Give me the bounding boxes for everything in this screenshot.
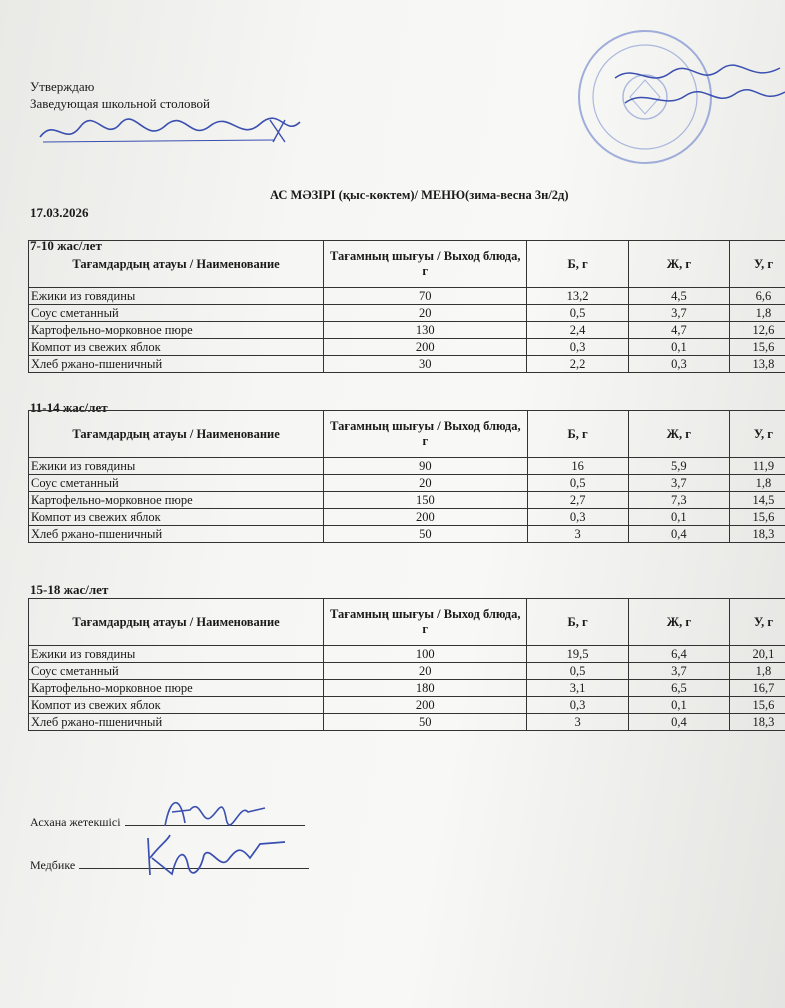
col-header-fat: Ж, г bbox=[628, 241, 729, 288]
dish-output: 20 bbox=[324, 475, 527, 492]
col-header-name: Тағамдардың атауы / Наименование bbox=[29, 411, 324, 458]
dish-protein: 13,2 bbox=[527, 288, 628, 305]
dish-output: 50 bbox=[324, 526, 527, 543]
table-row bbox=[29, 322, 785, 339]
dish-protein: 19,5 bbox=[527, 646, 628, 663]
dish-name: Хлеб ржано-пшеничный bbox=[29, 714, 324, 731]
table-row bbox=[29, 458, 785, 475]
dish-name: Ежики из говядины bbox=[29, 646, 324, 663]
dish-fat: 7,3 bbox=[628, 492, 729, 509]
col-header-output: Тағамның шығуы / Выход блюда, г bbox=[324, 241, 527, 288]
dish-carbs: 1,8 bbox=[729, 305, 785, 322]
kitchen-head-label: Асхана жетекшісі bbox=[30, 815, 121, 829]
dish-protein: 0,5 bbox=[527, 305, 628, 322]
table-header-row bbox=[29, 411, 785, 458]
dish-carbs: 15,6 bbox=[729, 339, 785, 356]
dish-name: Ежики из говядины bbox=[29, 458, 324, 475]
approver-role: Заведующая школьной столовой bbox=[30, 96, 210, 111]
dish-name: Картофельно-морковное пюре bbox=[29, 680, 324, 697]
dish-fat: 0,1 bbox=[628, 339, 729, 356]
dish-output: 130 bbox=[324, 322, 527, 339]
col-header-carbs: У, г bbox=[729, 411, 785, 458]
dish-name: Соус сметанный bbox=[29, 475, 324, 492]
dish-carbs: 18,3 bbox=[729, 714, 785, 731]
dish-output: 100 bbox=[324, 646, 527, 663]
dish-output: 200 bbox=[324, 697, 527, 714]
dish-output: 30 bbox=[324, 356, 527, 373]
dish-name: Хлеб ржано-пшеничный bbox=[29, 526, 324, 543]
dish-name: Хлеб ржано-пшеничный bbox=[29, 356, 324, 373]
dish-carbs: 1,8 bbox=[729, 663, 785, 680]
col-header-name: Тағамдардың атауы / Наименование bbox=[29, 241, 324, 288]
table-row bbox=[29, 492, 785, 509]
dish-output: 200 bbox=[324, 339, 527, 356]
dish-name: Компот из свежих яблок bbox=[29, 339, 324, 356]
dish-protein: 2,7 bbox=[527, 492, 628, 509]
cook-handwritten-signature bbox=[35, 112, 305, 152]
dish-name: Компот из свежих яблок bbox=[29, 509, 324, 526]
dish-protein: 3 bbox=[527, 526, 628, 543]
menu-date: 17.03.2026 bbox=[30, 205, 89, 220]
dish-carbs: 6,6 bbox=[729, 288, 785, 305]
dish-carbs: 16,7 bbox=[729, 680, 785, 697]
director-handwritten-signature bbox=[610, 58, 785, 118]
dish-protein: 3 bbox=[527, 714, 628, 731]
menu-table-7-10 bbox=[28, 240, 785, 373]
dish-protein: 2,2 bbox=[527, 356, 628, 373]
dish-carbs: 13,8 bbox=[729, 356, 785, 373]
dish-protein: 3,1 bbox=[527, 680, 628, 697]
table-row bbox=[29, 356, 785, 373]
nurse-handwritten-signature bbox=[140, 830, 290, 880]
table-row bbox=[29, 526, 785, 543]
table-row bbox=[29, 680, 785, 697]
col-header-protein: Б, г bbox=[527, 241, 628, 288]
table-row bbox=[29, 475, 785, 492]
table-row bbox=[29, 509, 785, 526]
dish-name: Картофельно-морковное пюре bbox=[29, 322, 324, 339]
dish-output: 90 bbox=[324, 458, 527, 475]
dish-output: 20 bbox=[324, 305, 527, 322]
dish-fat: 0,4 bbox=[628, 526, 729, 543]
table-row bbox=[29, 714, 785, 731]
age-group-label: 7-10 жас/лет bbox=[30, 238, 102, 253]
table-row bbox=[29, 663, 785, 680]
dish-protein: 16 bbox=[527, 458, 628, 475]
approval-block bbox=[30, 78, 210, 112]
dish-fat: 6,4 bbox=[628, 646, 729, 663]
dish-carbs: 12,6 bbox=[729, 322, 785, 339]
dish-fat: 0,3 bbox=[628, 356, 729, 373]
dish-name: Соус сметанный bbox=[29, 305, 324, 322]
dish-fat: 0,4 bbox=[628, 714, 729, 731]
dish-name: Картофельно-морковное пюре bbox=[29, 492, 324, 509]
dish-output: 50 bbox=[324, 714, 527, 731]
dish-carbs: 15,6 bbox=[729, 697, 785, 714]
col-header-output: Тағамның шығуы / Выход блюда, г bbox=[324, 411, 527, 458]
dish-fat: 3,7 bbox=[628, 663, 729, 680]
dish-fat: 3,7 bbox=[628, 475, 729, 492]
table-row bbox=[29, 646, 785, 663]
dish-output: 20 bbox=[324, 663, 527, 680]
table-row bbox=[29, 339, 785, 356]
col-header-carbs: У, г bbox=[729, 599, 785, 646]
kitchen-head-handwritten-signature bbox=[160, 788, 270, 833]
dish-fat: 4,7 bbox=[628, 322, 729, 339]
table-row bbox=[29, 697, 785, 714]
dish-protein: 0,3 bbox=[527, 509, 628, 526]
table-row bbox=[29, 305, 785, 322]
dish-carbs: 1,8 bbox=[729, 475, 785, 492]
dish-protein: 0,5 bbox=[527, 475, 628, 492]
age-group-label: 15-18 жас/лет bbox=[30, 582, 109, 597]
dish-protein: 0,3 bbox=[527, 339, 628, 356]
dish-output: 200 bbox=[324, 509, 527, 526]
dish-carbs: 15,6 bbox=[729, 509, 785, 526]
table-header-row bbox=[29, 599, 785, 646]
col-header-protein: Б, г bbox=[527, 411, 628, 458]
age-group-label: 11-14 жас/лет bbox=[30, 400, 108, 415]
col-header-protein: Б, г bbox=[527, 599, 628, 646]
dish-name: Соус сметанный bbox=[29, 663, 324, 680]
dish-name: Компот из свежих яблок bbox=[29, 697, 324, 714]
dish-name: Ежики из говядины bbox=[29, 288, 324, 305]
dish-carbs: 14,5 bbox=[729, 492, 785, 509]
dish-output: 150 bbox=[324, 492, 527, 509]
dish-fat: 6,5 bbox=[628, 680, 729, 697]
dish-protein: 2,4 bbox=[527, 322, 628, 339]
dish-carbs: 18,3 bbox=[729, 526, 785, 543]
dish-fat: 3,7 bbox=[628, 305, 729, 322]
table-row bbox=[29, 288, 785, 305]
dish-fat: 5,9 bbox=[628, 458, 729, 475]
dish-protein: 0,3 bbox=[527, 697, 628, 714]
col-header-name: Тағамдардың атауы / Наименование bbox=[29, 599, 324, 646]
nurse-label: Медбике bbox=[30, 858, 76, 872]
col-header-carbs: У, г bbox=[729, 241, 785, 288]
approve-heading: Утверждаю bbox=[30, 79, 95, 94]
table-header-row bbox=[29, 241, 785, 288]
dish-carbs: 20,1 bbox=[729, 646, 785, 663]
col-header-output: Тағамның шығуы / Выход блюда, г bbox=[324, 599, 527, 646]
col-header-fat: Ж, г bbox=[628, 599, 729, 646]
menu-table-15-18 bbox=[28, 598, 785, 731]
dish-fat: 0,1 bbox=[628, 697, 729, 714]
dish-output: 180 bbox=[324, 680, 527, 697]
menu-title: АС МӘЗІРІ (қыс-көктем)/ МЕНЮ(зима-весна 3н/2д) bbox=[270, 188, 569, 202]
dish-protein: 0,5 bbox=[527, 663, 628, 680]
dish-output: 70 bbox=[324, 288, 527, 305]
dish-fat: 0,1 bbox=[628, 509, 729, 526]
col-header-fat: Ж, г bbox=[628, 411, 729, 458]
menu-table-11-14 bbox=[28, 410, 785, 543]
dish-fat: 4,5 bbox=[628, 288, 729, 305]
dish-carbs: 11,9 bbox=[729, 458, 785, 475]
